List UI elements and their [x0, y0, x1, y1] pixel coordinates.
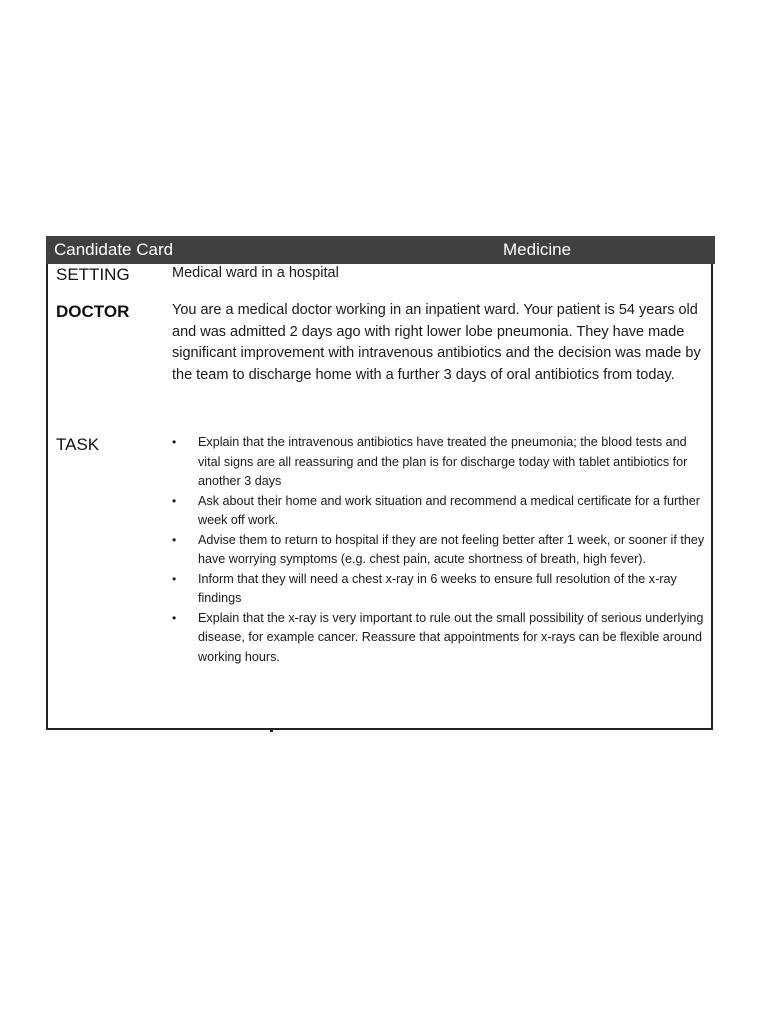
task-item-text: Explain that the intravenous antibiotics have treated the pneumonia; the blood tests and vital signs are all reassuring and the plan is for discharge today with tablet antibiotics for another 3 days [198, 435, 688, 488]
bullet-icon: • [172, 610, 177, 625]
stray-mark [270, 730, 273, 732]
doctor-label: DOCTOR [56, 302, 130, 321]
task-item [172, 570, 712, 609]
card-header [46, 236, 715, 264]
setting-label: SETTING [56, 265, 130, 284]
bullet-icon: • [172, 532, 177, 547]
task-item-text: Ask about their home and work situation and recommend a medical certificate for a further week off work. [198, 493, 700, 527]
task-item [172, 433, 712, 492]
doctor-text: You are a medical doctor working in an inpatient ward. Your patient is 54 years old and was admitted 2 days ago with right lower lobe pneumonia. They have made significant improvement with intravenous antibiotics and the decision was made by the team to discharge home with a further 3 days of oral antibiotics from today. [172, 302, 701, 383]
candidate-card [46, 236, 713, 730]
card-title: Candidate Card [54, 240, 174, 259]
task-item-text: Advise them to return to hospital if they are not feeling better after 1 week, or sooner if they have worrying symptoms (e.g. chest pain, acute shortness of breath, high fever). [198, 532, 705, 566]
bullet-icon: • [172, 571, 177, 586]
setting-text: Medical ward in a hospital [172, 265, 339, 281]
task-item [172, 492, 712, 531]
task-list [172, 433, 712, 667]
task-item-text: Inform that they will need a chest x-ray in 6 weeks to ensure full resolution of the x-ray findings [198, 571, 677, 605]
task-item [172, 531, 712, 570]
bullet-icon: • [172, 493, 177, 508]
bullet-icon: • [172, 435, 177, 449]
card-subject: Medicine [503, 240, 572, 259]
task-item [172, 609, 712, 668]
task-item-text: Explain that the x-ray is very important to rule out the small possibility of serious underlying disease, for example cancer. Reassure that appointments for x-rays can be flexible around working hours. [198, 610, 704, 664]
task-label: TASK [56, 435, 100, 454]
